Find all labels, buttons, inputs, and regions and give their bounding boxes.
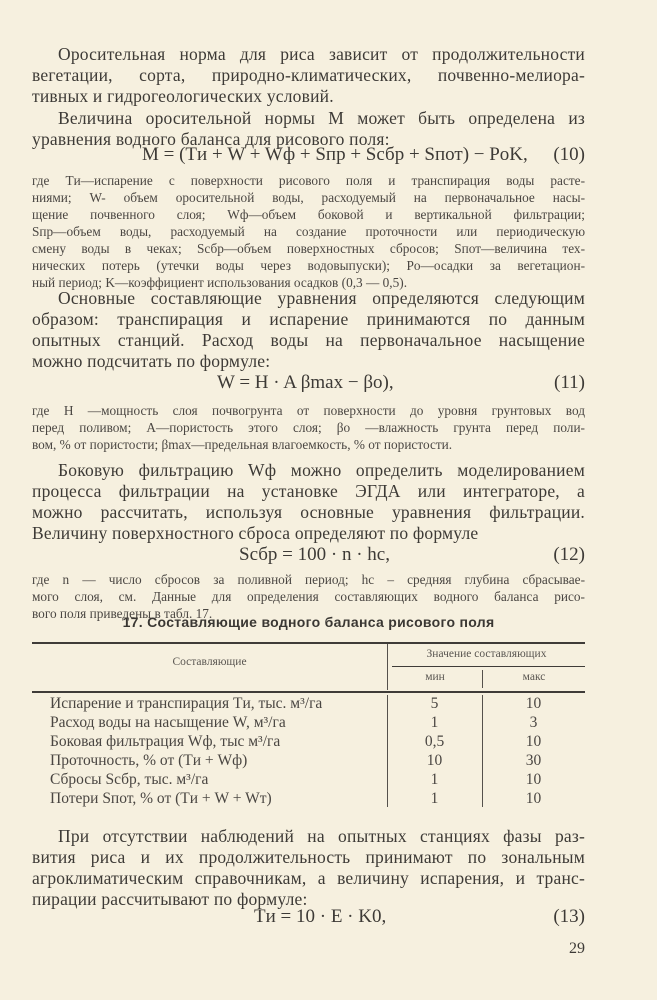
formula-number: (10) bbox=[553, 144, 585, 165]
note-line: где Tи—испарение с поверхности рисового поля и транспирация воды расте- bbox=[32, 173, 585, 188]
note-variables-eq11 bbox=[32, 402, 585, 453]
note-line: перед поливом; A—пористость этого слоя; βo —влажность грунта перед поли- bbox=[32, 420, 585, 435]
text-line: можно подсчитать по формуле: bbox=[32, 351, 271, 371]
formula-number: (11) bbox=[554, 372, 585, 393]
text-line: тивных и гидрогеологических условий. bbox=[32, 86, 334, 106]
note-line: ниями; W- объем оросительной воды, расходуемый на первоначальное насы- bbox=[32, 190, 585, 205]
page-number: 29 bbox=[569, 940, 585, 957]
cell-component: Проточность, % от (Tи + Wф) bbox=[50, 752, 248, 769]
text-line: вегетации, сорта, природно-климатических, почвенно-мелиора- bbox=[32, 65, 585, 85]
text-line: При отсутствии наблюдений на опытных станциях фазы раз- bbox=[58, 826, 585, 846]
cell-min: 1 bbox=[430, 714, 439, 731]
cell-min: 1 bbox=[430, 790, 439, 807]
formula-expression: Tи = 10 · E · K0, bbox=[254, 906, 387, 927]
table-row bbox=[32, 714, 585, 735]
formula-10 bbox=[32, 144, 585, 170]
cell-min: 10 bbox=[426, 752, 443, 769]
note-line: где n — число сбросов за поливной период; hс – средняя глубина сбрасывае- bbox=[32, 572, 585, 587]
paragraph-irrigation-norm bbox=[32, 44, 585, 107]
formula-11 bbox=[32, 372, 585, 398]
header-group-rule bbox=[392, 666, 585, 667]
note-line: Sпр—объем воды, расходуемый на создание проточности или периодическую bbox=[32, 224, 585, 239]
formula-number: (12) bbox=[553, 544, 585, 565]
table-title: 17. Составляющие водного баланса рисового поля bbox=[122, 614, 495, 630]
cell-component: Потери Sпот, % от (Tи + W + Wт) bbox=[50, 790, 272, 807]
header-bottom-rule bbox=[32, 691, 585, 693]
note-line: мого слоя, см. Данные для определения составляющих водного баланса рисо- bbox=[32, 589, 585, 604]
text-line: опытных станций. Расход воды на первоначальное насыщение bbox=[32, 330, 585, 350]
table-row bbox=[32, 695, 585, 716]
text-line: Основные составляющие уравнения определяются следующим bbox=[58, 288, 585, 308]
formula-expression: Sсбр = 100 · n · hс, bbox=[239, 544, 390, 565]
table-row bbox=[32, 733, 585, 754]
text-line: можно рассчитать, используя основные уравнения фильтрации. bbox=[32, 502, 585, 522]
note-line: ный период; K—коэффициент использования осадков (0,3 — 0,5). bbox=[32, 275, 408, 290]
cell-min: 5 bbox=[430, 695, 439, 712]
paragraph-lateral-filtration bbox=[32, 460, 585, 544]
table-top-rule bbox=[32, 642, 585, 644]
formula-expression: M = (Tи + W + Wф + Sпр + Sсбр + Sпот) − PоK, bbox=[142, 144, 528, 165]
table-row bbox=[32, 790, 585, 811]
table-row bbox=[32, 752, 585, 773]
note-line: вом, % от пористости; βmax—предельная влагоемкость, % от пористости. bbox=[32, 437, 453, 452]
text-line: вития риса и их продолжительность принимают по зональным bbox=[32, 847, 585, 867]
formula-expression: W = H · A βmax − βo), bbox=[217, 372, 394, 393]
cell-max: 10 bbox=[525, 733, 542, 750]
formula-12 bbox=[32, 544, 585, 570]
cell-component: Сбросы Sсбр, тыс. м³/га bbox=[50, 771, 209, 788]
text-line: Оросительная норма для риса зависит от продолжительности bbox=[58, 44, 585, 64]
text-line: образом: транспирация и испарение принимаются по данным bbox=[32, 309, 585, 329]
formula-13 bbox=[32, 906, 585, 932]
text-line: процесса фильтрации на установке ЭГДА или интеграторе, а bbox=[32, 481, 585, 501]
formula-number: (13) bbox=[553, 906, 585, 927]
note-line: вого поля приведены в табл. 17. bbox=[32, 606, 213, 621]
text-line: Величина оросительной нормы M может быть определена из bbox=[58, 108, 585, 128]
cell-component: Расход воды на насыщение W, м³/га bbox=[50, 714, 286, 731]
text-line: Величину поверхностного сброса определяют по формуле bbox=[32, 523, 479, 543]
header-components: Составляющие bbox=[172, 656, 247, 668]
cell-max: 10 bbox=[525, 790, 542, 807]
cell-component: Испарение и транспирация Tи, тыс. м³/га bbox=[50, 695, 323, 712]
note-line: нических потерь (утечки воды через водовыпуски); Pо—осадки за вегетацион- bbox=[32, 258, 585, 273]
header-max: макс bbox=[522, 671, 546, 683]
cell-min: 0,5 bbox=[424, 733, 445, 750]
paragraph-main-components bbox=[32, 288, 585, 372]
cell-max: 3 bbox=[529, 714, 538, 731]
text-line: уравнения водного баланса для рисового поля: bbox=[32, 129, 390, 149]
note-variables-eq10 bbox=[32, 172, 585, 291]
text-line: Боковую фильтрацию Wф можно определить моделированием bbox=[58, 460, 585, 480]
text-line: агроклиматическим справочникам, а величину испарения, и транс- bbox=[32, 868, 585, 888]
cell-min: 1 bbox=[430, 771, 439, 788]
cell-max: 10 bbox=[525, 695, 542, 712]
header-min: мин bbox=[425, 671, 445, 683]
header-values-group: Значение составляющих bbox=[426, 648, 547, 660]
cell-component: Боковая фильтрация Wф, тыс м³/га bbox=[50, 733, 281, 750]
note-line: щение почвенного слоя; Wф—объем боковой и вертикальной фильтрации; bbox=[32, 207, 585, 222]
note-line: где H —мощность слоя почвогрунта от поверхности до уровня грунтовых вод bbox=[32, 403, 585, 418]
paragraph-no-observations bbox=[32, 826, 585, 910]
note-line: смену воды в чеках; Sсбр—объем поверхностных сбросов; Sпот—величина тех- bbox=[32, 241, 585, 256]
cell-max: 10 bbox=[525, 771, 542, 788]
text-line: пирации рассчитывают по формуле: bbox=[32, 889, 308, 909]
table-row bbox=[32, 771, 585, 792]
cell-max: 30 bbox=[525, 752, 542, 769]
